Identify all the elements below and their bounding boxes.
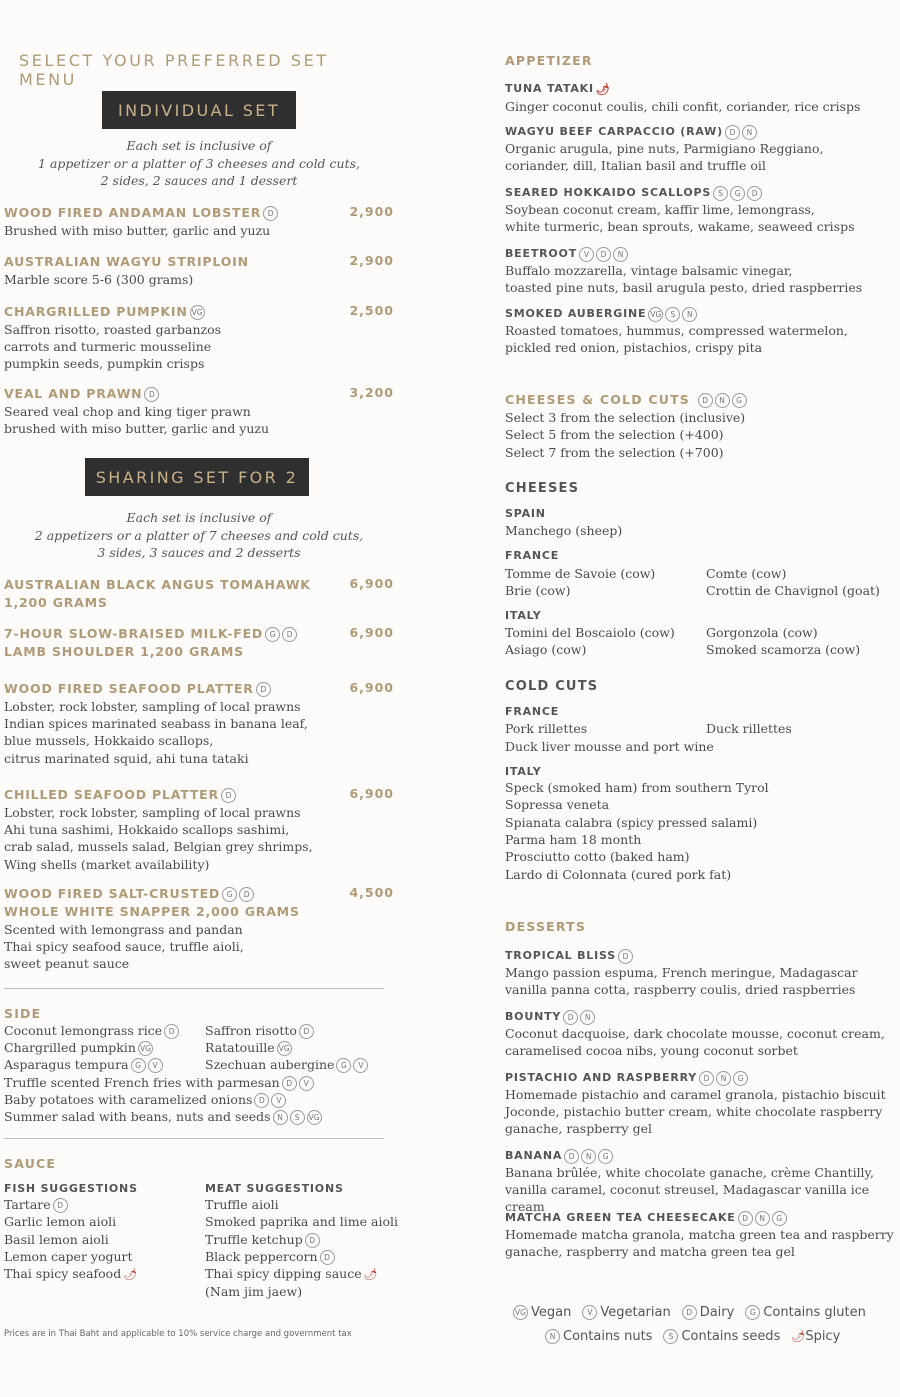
dairy-icon: D — [564, 1149, 579, 1164]
menu-item — [4, 253, 394, 288]
side-item — [205, 1040, 292, 1056]
vegan-icon: VG — [190, 305, 205, 320]
description-line: Mango passion espuma, French meringue, Madagascar — [505, 965, 858, 980]
nuts-icon: N — [580, 1010, 595, 1025]
dessert-item — [505, 947, 897, 998]
appetizer-description — [505, 98, 897, 115]
description-line: Homemade matcha granola, matcha green tea and raspberry — [505, 1227, 894, 1242]
seeds-icon: S — [713, 186, 728, 201]
cold-cuts-title: COLD CUTS — [505, 679, 599, 694]
gluten-icon: G — [131, 1058, 146, 1073]
vegetarian-icon: V — [299, 1076, 314, 1091]
vegan-icon: VG — [277, 1041, 292, 1056]
menu-item-name — [4, 253, 394, 271]
cheeses-france-label: FRANCE — [505, 549, 560, 562]
menu-item-name-text: CHARGRILLED PUMPKIN — [4, 304, 188, 319]
sauce-item-text: Garlic lemon aioli — [4, 1214, 117, 1230]
menu-item-name — [4, 385, 394, 403]
menu-item — [4, 385, 394, 437]
appetizer-name — [505, 184, 897, 201]
appetizer-item — [505, 245, 897, 296]
menu-item-price: 6,900 — [349, 576, 394, 591]
menu-item-description — [4, 698, 394, 767]
dairy-icon: D — [320, 1250, 335, 1265]
menu-item-name-text: CHILLED SEAFOOD PLATTER — [4, 787, 219, 802]
gluten-icon: G — [730, 186, 745, 201]
dessert-name-text: BANANA — [505, 1149, 563, 1162]
description-line: Coconut dacquoise, dark chocolate mousse, coconut cream, — [505, 1026, 885, 1041]
side-item-text: Coconut lemongrass rice — [4, 1023, 163, 1038]
selection-option: Select 3 from the selection (inclusive) — [505, 410, 746, 425]
divider — [4, 1138, 384, 1139]
legend-label: Contains nuts — [563, 1329, 653, 1344]
sauce-item — [205, 1266, 378, 1281]
seeds-icon: S — [663, 1329, 678, 1344]
legend-label: Vegetarian — [600, 1305, 671, 1320]
menu-item-name — [4, 786, 394, 804]
legend-label: Dairy — [699, 1305, 735, 1320]
menu-item-name-text: WOOD FIRED SALT-CRUSTED — [4, 886, 221, 901]
individual-set-banner: INDIVIDUAL SET — [102, 91, 296, 129]
sauce-item-text: (Nam jim jaew) — [205, 1283, 303, 1299]
menu-item-price: 6,900 — [349, 786, 394, 801]
menu-item-price: 2,900 — [349, 253, 394, 268]
description-line: pickled red onion, pistachios, crispy pita — [505, 340, 763, 355]
vegetarian-icon: V — [271, 1093, 286, 1108]
sauce-item-text: Thai spicy seafood — [4, 1266, 122, 1282]
cold-cut-item: Duck liver mousse and port wine — [505, 739, 714, 754]
description-line: brushed with miso butter, garlic and yuzu — [4, 421, 270, 437]
cheeses-italy-label: ITALY — [505, 609, 542, 622]
nuts-icon: N — [716, 1071, 731, 1086]
sauce-item — [4, 1266, 137, 1281]
side-item-text: Saffron risotto — [205, 1023, 297, 1038]
vegan-icon: VG — [513, 1305, 528, 1320]
nuts-icon: N — [715, 393, 730, 408]
menu-item-description — [4, 921, 394, 973]
legend-label: Vegan — [531, 1305, 572, 1320]
sauce-item — [205, 1232, 320, 1248]
cheeses-spain-label: SPAIN — [505, 507, 546, 520]
fish-suggestions-title: FISH SUGGESTIONS — [4, 1182, 138, 1195]
vegetarian-icon: V — [579, 247, 594, 262]
vegetarian-icon: V — [582, 1305, 597, 1320]
nuts-icon: N — [755, 1211, 770, 1226]
menu-item — [4, 786, 394, 873]
legend-row — [543, 1329, 849, 1344]
sauce-item-text: Black peppercorn — [205, 1248, 318, 1264]
gluten-icon: G — [732, 393, 747, 408]
appetizer-description — [505, 262, 897, 296]
divider — [4, 988, 384, 989]
seeds-icon: S — [290, 1110, 305, 1125]
nuts-icon: N — [682, 307, 697, 322]
sauce-item-text: Smoked paprika and lime aioli — [205, 1214, 398, 1230]
dessert-item — [505, 1069, 897, 1137]
gluten-icon: G — [265, 627, 280, 642]
dessert-description — [505, 1164, 897, 1215]
side-item — [4, 1023, 179, 1039]
menu-item — [4, 885, 394, 973]
dessert-name-text: PISTACHIO AND RASPBERRY — [505, 1071, 698, 1084]
dairy-icon: D — [563, 1010, 578, 1025]
legend-row — [511, 1305, 875, 1320]
cold-cut-item: Lardo di Colonnata (cured pork fat) — [505, 866, 732, 882]
description-line: ganache, raspberry gel — [505, 1121, 652, 1136]
side-item-text: Szechuan aubergine — [205, 1057, 335, 1073]
description-line: Ginger coconut coulis, chili confit, coriander, rice crisps — [505, 98, 861, 114]
menu-item-name-text: WOOD FIRED ANDAMAN LOBSTER — [4, 205, 262, 220]
appetizer-name-text: BEETROOT — [505, 247, 577, 260]
vegan-icon: VG — [138, 1041, 153, 1056]
cheese-item: Smoked scamorza (cow) — [706, 642, 861, 658]
appetizer-name — [505, 123, 897, 140]
sauce-item — [4, 1232, 109, 1247]
nuts-icon: N — [742, 125, 757, 140]
intro-line: Each set is inclusive of — [126, 138, 272, 153]
description-line: Organic arugula, pine nuts, Parmigiano Reggiano, — [505, 141, 824, 156]
dairy-icon: D — [282, 627, 297, 642]
sauce-item — [4, 1214, 116, 1229]
cheeses-title: CHEESES — [505, 481, 580, 496]
menu-item-name-text: VEAL AND PRAWN — [4, 386, 143, 401]
cold-cut-item: Speck (smoked ham) from southern Tyrol — [505, 780, 769, 795]
appetizer-name — [505, 80, 897, 98]
appetizer-name — [505, 305, 897, 322]
legend-entry — [661, 1329, 780, 1344]
side-item — [4, 1109, 322, 1125]
menu-item-price: 2,900 — [349, 204, 394, 219]
sauce-item — [4, 1249, 133, 1264]
appetizer-description — [505, 322, 897, 356]
appetizer-item — [505, 305, 897, 356]
description-line: Scented with lemongrass and pandan — [4, 922, 243, 937]
description-line: Wing shells (market availability) — [4, 856, 210, 872]
menu-item-description — [4, 222, 394, 239]
cheese-item: Tomini del Boscaiolo (cow) — [505, 625, 675, 640]
description-line: carrots and turmeric mousseline — [4, 339, 212, 355]
dairy-icon: D — [305, 1233, 320, 1248]
legend-label: Contains seeds — [681, 1329, 781, 1344]
dairy-icon: D — [256, 682, 271, 697]
appetizer-name — [505, 245, 897, 262]
dairy-icon: D — [53, 1198, 68, 1213]
cheese-item: Tomme de Savoie (cow) — [505, 566, 656, 581]
appetizer-item — [505, 80, 897, 115]
chili-icon: 🌶 — [363, 1268, 378, 1282]
appetizer-name-text: SEARED HOKKAIDO SCALLOPS — [505, 186, 712, 199]
sauce-title: SAUCE — [4, 1156, 57, 1171]
nuts-icon: N — [581, 1149, 596, 1164]
selection-option: Select 5 from the selection (+400) — [505, 427, 724, 443]
menu-item-price: 4,500 — [349, 885, 394, 900]
description-line: Indian spices marinated seabass in banana leaf, — [4, 716, 308, 732]
description-line: crab salad, mussels salad, Belgian grey shrimps, — [4, 839, 313, 855]
cheeses-cold-cuts-label: CHEESES & COLD CUTS — [505, 392, 691, 407]
cold-cut-item: Sopressa veneta — [505, 797, 610, 813]
description-line: toasted pine nuts, basil arugula pesto, dried raspberries — [505, 280, 863, 295]
menu-item-name-line2: LAMB SHOULDER 1,200 GRAMS — [4, 644, 244, 659]
menu-item-name-line2: WHOLE WHITE SNAPPER 2,000 GRAMS — [4, 904, 300, 919]
description-line: Banana brûlée, white chocolate ganache, crème Chantilly, — [505, 1165, 874, 1180]
side-item-text: Chargrilled pumpkin — [4, 1040, 136, 1056]
sharing-set-intro — [4, 509, 394, 562]
sauce-item — [205, 1197, 279, 1212]
menu-item-price: 3,200 — [349, 385, 394, 400]
menu-item-name — [4, 303, 394, 321]
menu-item-name-text: AUSTRALIAN BLACK ANGUS TOMAHAWK — [4, 577, 311, 592]
menu-item-name-text: 7-HOUR SLOW-BRAISED MILK-FED — [4, 626, 264, 641]
description-line: Lobster, rock lobster, sampling of local prawns — [4, 805, 301, 820]
dessert-description — [505, 964, 897, 998]
menu-item-description — [4, 271, 394, 288]
dairy-icon: D — [221, 788, 236, 803]
nuts-icon: N — [273, 1110, 288, 1125]
intro-line: 1 appetizer or a platter of 3 cheeses and cold cuts, — [37, 155, 360, 171]
menu-item-name-text: WOOD FIRED SEAFOOD PLATTER — [4, 681, 254, 696]
sauce-item — [205, 1249, 335, 1265]
dairy-icon: D — [254, 1093, 269, 1108]
individual-set-intro — [4, 137, 394, 190]
menu-item-name — [4, 576, 394, 594]
cheeses-cold-cuts-title — [505, 392, 747, 408]
dairy-icon: D — [682, 1305, 697, 1320]
dessert-name — [505, 1147, 897, 1164]
sharing-set-banner: SHARING SET FOR 2 — [85, 458, 309, 496]
side-item-text: Summer salad with beans, nuts and seeds — [4, 1109, 271, 1124]
description-line: Thai spicy seafood sauce, truffle aioli, — [4, 939, 244, 955]
legend-entry — [680, 1305, 735, 1320]
chili-icon: 🌶 — [123, 1268, 138, 1282]
cold-cut-item: Pork rillettes — [505, 721, 588, 736]
dessert-item — [505, 1008, 897, 1059]
side-item — [4, 1040, 153, 1056]
dessert-name — [505, 1069, 897, 1086]
appetizer-description — [505, 140, 897, 174]
intro-line: 3 sides, 3 sauces and 2 desserts — [97, 545, 301, 560]
description-line: Joconde, pistachio butter cream, white chocolate raspberry — [505, 1104, 883, 1119]
chili-icon: 🌶 — [791, 1330, 806, 1343]
cheese-item: Crottin de Chavignol (goat) — [706, 583, 880, 599]
dairy-icon: D — [738, 1211, 753, 1226]
side-item-text: Baby potatoes with caramelized onions — [4, 1091, 253, 1107]
description-line: Buffalo mozzarella, vintage balsamic vinegar, — [505, 263, 793, 278]
chili-icon: 🌶 — [595, 82, 610, 96]
appetizer-name-text: SMOKED AUBERGINE — [505, 307, 647, 320]
gluten-icon: G — [336, 1058, 351, 1073]
sauce-item — [4, 1197, 68, 1213]
legend-entry — [580, 1305, 670, 1320]
description-line: Lobster, rock lobster, sampling of local prawns — [4, 699, 301, 714]
dairy-icon: D — [282, 1076, 297, 1091]
dessert-description — [505, 1025, 897, 1059]
cold-cut-item: Duck rillettes — [706, 721, 792, 736]
side-item — [4, 1075, 314, 1091]
menu-item-price: 6,900 — [349, 625, 394, 640]
description-line: Saffron risotto, roasted garbanzos — [4, 322, 222, 337]
menu-item — [4, 625, 394, 661]
dairy-icon: D — [239, 887, 254, 902]
cold-cut-item: Parma ham 18 month — [505, 831, 642, 847]
description-line: Homemade pistachio and caramel granola, pistachio biscuit — [505, 1087, 886, 1102]
dessert-name — [505, 947, 897, 964]
menu-item — [4, 680, 394, 767]
description-line: caramelised cocoa nibs, young coconut sorbet — [505, 1043, 798, 1058]
dessert-item — [505, 1147, 897, 1215]
side-item-text: Ratatouille — [205, 1040, 275, 1056]
side-item — [205, 1057, 368, 1073]
sauce-item — [205, 1214, 398, 1229]
description-line: vanilla caramel, coconut streusel, Madagascar vanilla ice cream — [505, 1182, 870, 1214]
gluten-icon: G — [598, 1149, 613, 1164]
gluten-icon: G — [772, 1211, 787, 1226]
dairy-icon: D — [596, 247, 611, 262]
menu-item-name-text: AUSTRALIAN WAGYU STRIPLOIN — [4, 254, 249, 269]
dairy-icon: D — [299, 1024, 314, 1039]
dairy-icon: D — [698, 393, 713, 408]
cheeses-cold-cuts-badges — [696, 392, 747, 407]
menu-item-name — [4, 680, 394, 698]
side-title: SIDE — [4, 1006, 42, 1021]
legend-label: Spicy — [805, 1329, 841, 1344]
cheese-item: Gorgonzola (cow) — [706, 625, 818, 640]
vegan-icon: VG — [648, 307, 663, 322]
sauce-item — [205, 1284, 302, 1299]
side-item — [4, 1092, 286, 1108]
description-line: sweet peanut sauce — [4, 956, 130, 972]
cheese-item: Manchego (sheep) — [505, 523, 623, 538]
cheese-item: Brie (cow) — [505, 583, 571, 599]
appetizer-title: APPETIZER — [505, 53, 593, 68]
menu-item-name — [4, 885, 394, 903]
intro-line: 2 appetizers or a platter of 7 cheeses and cold cuts, — [34, 527, 364, 543]
menu-item-price: 2,500 — [349, 303, 394, 318]
description-line: Ahi tuna sashimi, Hokkaido scallops sashimi, — [4, 822, 290, 838]
description-line: Brushed with miso butter, garlic and yuzu — [4, 223, 271, 238]
menu-item — [4, 303, 394, 373]
dessert-name — [505, 1008, 897, 1025]
legend-entry — [743, 1305, 866, 1320]
menu-item-name — [4, 625, 394, 643]
cheese-item: Comte (cow) — [706, 566, 787, 581]
sauce-item-text: Truffle aioli — [205, 1197, 279, 1212]
vegetarian-icon: V — [353, 1058, 368, 1073]
sauce-item-text: Lemon caper yogurt — [4, 1248, 133, 1264]
description-line: Soybean coconut cream, kaffir lime, lemongrass, — [505, 202, 815, 217]
appetizer-name-text: WAGYU BEEF CARPACCIO (RAW) — [505, 125, 723, 138]
page-title: SELECT YOUR PREFERRED SET MENU — [19, 51, 329, 89]
side-item-text: Truffle scented French fries with parmesan — [4, 1074, 280, 1090]
side-item-text: Asparagus tempura — [4, 1057, 129, 1073]
cheese-item: Asiago (cow) — [505, 642, 587, 658]
description-line: white turmeric, bean sprouts, wakame, seaweed crisps — [505, 219, 855, 234]
description-line: ganache, raspberry and matcha green tea gel — [505, 1244, 795, 1259]
appetizer-description — [505, 201, 897, 235]
dessert-description — [505, 1226, 897, 1260]
dairy-icon: D — [618, 949, 633, 964]
description-line: coriander, dill, Italian basil and truffle oil — [505, 158, 766, 173]
dessert-name-text: BOUNTY — [505, 1010, 562, 1023]
description-line: citrus marinated squid, ahi tuna tataki — [4, 750, 249, 766]
menu-item-description — [4, 321, 394, 373]
sauce-item-text: Tartare — [4, 1197, 51, 1212]
sauce-item-text: Basil lemon aioli — [4, 1231, 109, 1247]
dessert-item — [505, 1209, 897, 1260]
side-item — [4, 1057, 163, 1073]
description-line: pumpkin seeds, pumpkin crisps — [4, 356, 205, 372]
price-footnote: Prices are in Thai Baht and applicable to 10% service charge and government tax — [4, 1329, 352, 1339]
legend-entry — [511, 1305, 571, 1320]
nuts-icon: N — [613, 247, 628, 262]
appetizer-name-text: TUNA TATAKI — [505, 82, 594, 95]
legend-entry — [789, 1329, 840, 1344]
description-line: Roasted tomatoes, hummus, compressed watermelon, — [505, 323, 848, 338]
dessert-name-text: TROPICAL BLISS — [505, 949, 616, 962]
selection-option: Select 7 from the selection (+700) — [505, 444, 724, 460]
gluten-icon: G — [745, 1305, 760, 1320]
nuts-icon: N — [545, 1329, 560, 1344]
side-item — [205, 1023, 314, 1039]
intro-line: Each set is inclusive of — [126, 510, 272, 525]
dessert-name-text: MATCHA GREEN TEA CHEESECAKE — [505, 1211, 736, 1224]
dairy-icon: D — [164, 1024, 179, 1039]
meat-suggestions-title: MEAT SUGGESTIONS — [205, 1182, 344, 1195]
sauce-item-text: Thai spicy dipping sauce — [205, 1266, 362, 1282]
dairy-icon: D — [747, 186, 762, 201]
vegan-icon: VG — [307, 1110, 322, 1125]
menu-item-name-line2: 1,200 GRAMS — [4, 595, 108, 610]
desserts-title: DESSERTS — [505, 919, 587, 934]
gluten-icon: G — [733, 1071, 748, 1086]
description-line: Seared veal chop and king tiger prawn — [4, 404, 251, 419]
description-line: Marble score 5-6 (300 grams) — [4, 272, 194, 287]
dairy-icon: D — [725, 125, 740, 140]
menu-item-description — [4, 804, 394, 873]
menu-item — [4, 204, 394, 239]
dairy-icon: D — [699, 1071, 714, 1086]
dairy-icon: D — [263, 206, 278, 221]
dairy-icon: D — [144, 387, 159, 402]
legend-entry — [543, 1329, 652, 1344]
menu-item-description — [4, 403, 394, 437]
appetizer-item — [505, 123, 897, 174]
description-line: blue mussels, Hokkaido scallops, — [4, 733, 214, 749]
intro-line: 2 sides, 2 sauces and 1 dessert — [100, 173, 298, 188]
sauce-item-text: Truffle ketchup — [205, 1231, 303, 1247]
vegetarian-icon: V — [148, 1058, 163, 1073]
dessert-name — [505, 1209, 897, 1226]
gluten-icon: G — [222, 887, 237, 902]
cold-cut-item: Prosciutto cotto (baked ham) — [505, 849, 690, 865]
appetizer-item — [505, 184, 897, 235]
legend-label: Contains gluten — [763, 1305, 866, 1320]
menu-item-price: 6,900 — [349, 680, 394, 695]
dessert-description — [505, 1086, 897, 1137]
seeds-icon: S — [665, 307, 680, 322]
menu-item — [4, 576, 394, 612]
menu-item-name — [4, 204, 394, 222]
cold-cuts-italy-label: ITALY — [505, 765, 542, 778]
description-line: vanilla panna cotta, raspberry coulis, dried raspberries — [505, 982, 856, 997]
cold-cuts-france-label: FRANCE — [505, 705, 560, 718]
cold-cut-item: Spianata calabra (spicy pressed salami) — [505, 814, 758, 830]
